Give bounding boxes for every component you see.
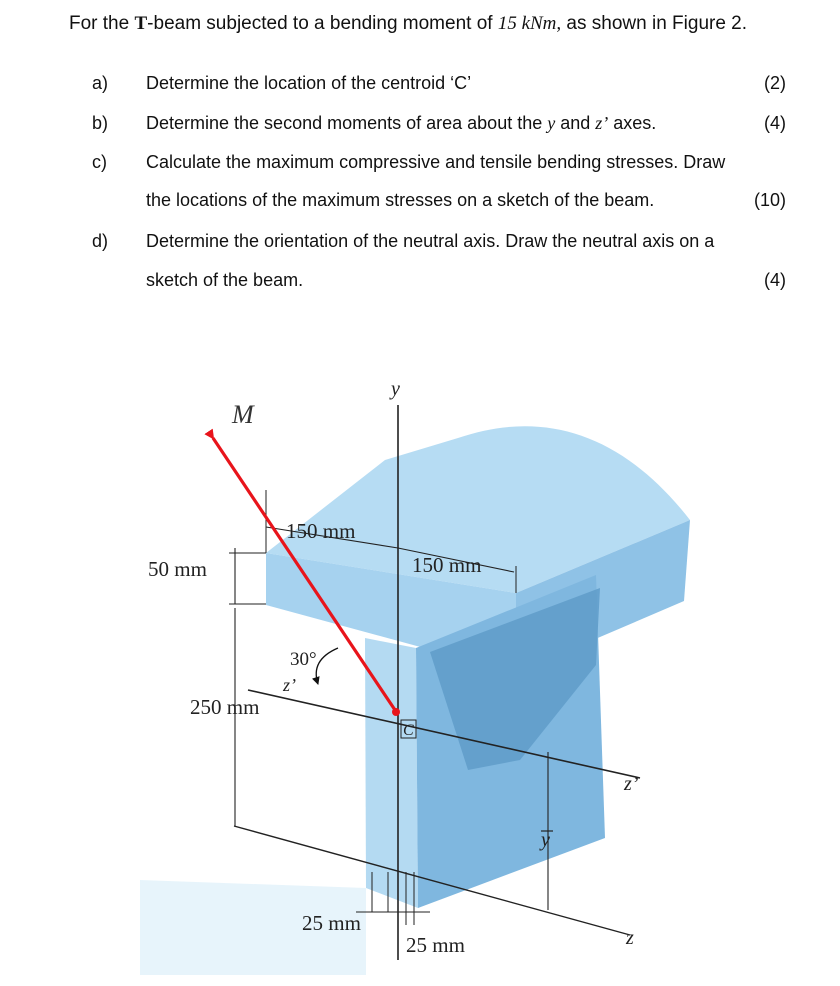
y-bar-label: y — [541, 829, 550, 851]
dim-150-right-label: 150 mm — [412, 553, 482, 577]
moment-label: M — [232, 400, 254, 429]
dim-150-left-label: 150 mm — [286, 519, 356, 543]
question-b-marks: (4) — [764, 113, 786, 133]
question-d-text-line1: Determine the orientation of the neutral axis. Draw the neutral axis on a — [146, 231, 715, 251]
centroid-point — [392, 708, 400, 716]
z-axis-label: z — [626, 927, 634, 949]
question-a-text: Determine the location of the centroid ‘C’ — [146, 73, 472, 93]
question-d-text-line2: sketch of the beam. — [146, 270, 304, 290]
intro-text-middle: -beam subjected to a bending moment of — [147, 13, 498, 34]
question-a-label: a) — [92, 73, 109, 93]
angle-arc — [316, 648, 338, 684]
z-prime-small-label: z’ — [283, 675, 296, 695]
centroid-label: C — [403, 722, 414, 739]
question-a-marks: (2) — [764, 73, 786, 93]
intro-text-start: For the — [69, 13, 135, 34]
question-c-marks: (10) — [753, 190, 786, 210]
z-prime-axis-label: z’ — [624, 773, 639, 795]
dim-50-label: 50 mm — [148, 557, 207, 581]
question-c-text-line1: Calculate the maximum compressive and tensile bending stresses. Draw — [146, 152, 726, 172]
question-c-text-line2: the locations of the maximum stresses on a sketch of the beam. — [146, 190, 655, 210]
y-axis-label: y — [391, 378, 400, 400]
dim-web-right-label: 25 mm — [406, 933, 465, 957]
question-d-marks: (4) — [764, 270, 786, 290]
dim-250-label: 250 mm — [190, 695, 260, 719]
question-b-text: Determine the second moments of area about the y and z’ axes. — [146, 113, 657, 133]
question-c-label: c) — [92, 152, 107, 172]
dim-web-left-label: 25 mm — [302, 911, 361, 935]
intro-text-end: as shown in Figure 2. — [561, 13, 748, 34]
moment-value: 15 kNm, — [497, 13, 562, 34]
beam-letter: T — [134, 13, 148, 34]
question-d-label: d) — [92, 231, 109, 251]
angle-label: 30° — [290, 649, 317, 670]
question-b-label: b) — [92, 113, 109, 133]
